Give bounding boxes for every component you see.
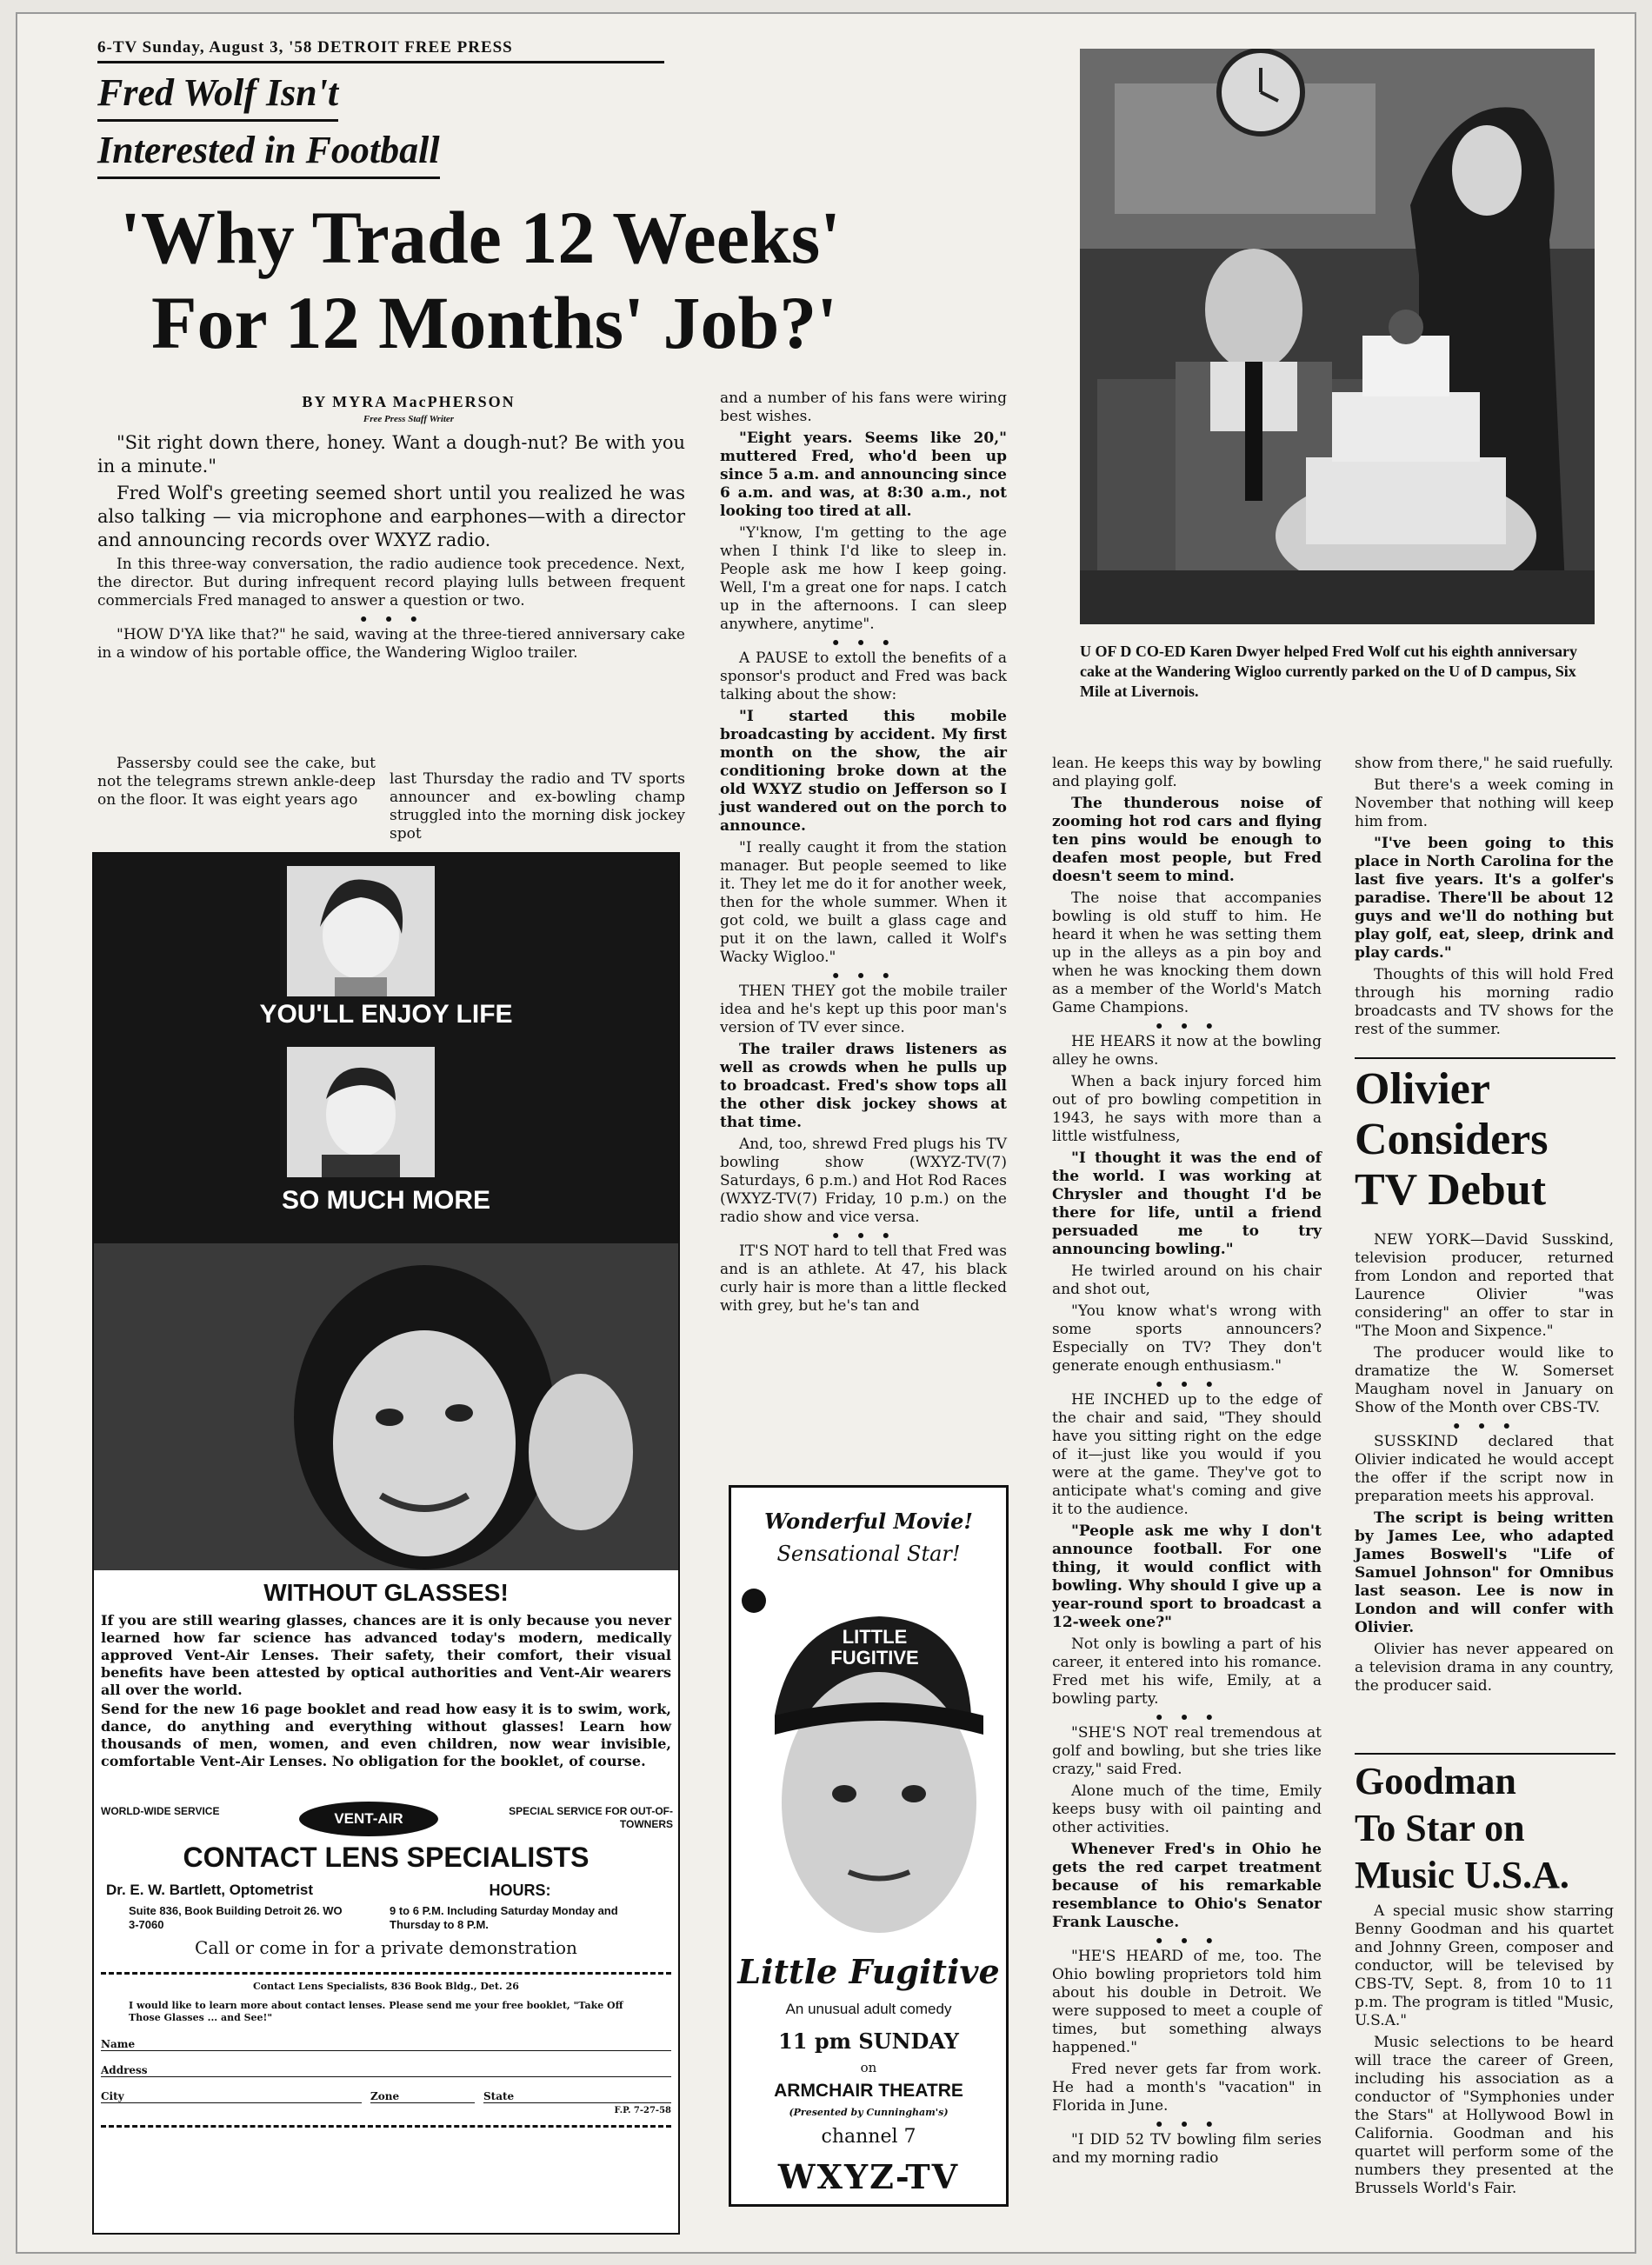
man-portrait-icon	[287, 1047, 435, 1177]
story-paragraph: "Eight years. Seems like 20," muttered Fred, who'd been up since 5 a.m. and announcing since 6 a.m. and was, at 8:30 a.m., not looking too tired at all.	[720, 430, 1007, 520]
story-paragraph: A PAUSE to extoll the benefits of a sponsor's product and Fred was back talking about the show:	[720, 650, 1007, 703]
photo-caption: U OF D CO-ED Karen Dwyer helped Fred Wolf cut his eighth anniversary cake at the Wandering Wigloo currently parked on the U of D campus, Six Mile at Livernois.	[1080, 643, 1578, 700]
section-dots: • • •	[358, 611, 424, 629]
story-paragraph: IT'S NOT hard to tell that Fred was and is an athlete. At 47, his black curly hair is more than a little flecked with grey, but he's tan and	[720, 1242, 1007, 1315]
story-column-1	[97, 431, 685, 666]
vent-air-ad	[92, 852, 680, 2235]
story-paragraph: "I really caught it from the station manager. But people seemed to like it. They let me do it for another week, then for the whole summer. When it got cold, we built a glass cage and put it on the lawn, called it Wolf's Wacky Wigloo."	[720, 839, 1007, 966]
section-dots: • • •	[1154, 1709, 1220, 1727]
story-paragraph: The producer would like to dramatize the W. Somerset Maugham novel in January on Show of the Month over CBS-TV.	[1355, 1344, 1614, 1416]
section-dots: • • •	[1154, 1018, 1220, 1036]
vent-air-logo: VENT-AIR	[299, 1802, 438, 1836]
story-paragraph: "People ask me why I don't announce football. For one thing, it would conflict with bowling. Why should I give up a year-round sport to broadcast a 12-week one?"	[1052, 1522, 1322, 1631]
goodman-story	[1355, 1902, 1614, 2202]
story-paragraph: Not only is bowling a part of his career, it entered into his romance. Fred met his wife, Emily, at a bowling party.	[1052, 1635, 1322, 1708]
story-paragraph: He twirled around on his chair and shot out,	[1052, 1262, 1322, 1298]
story-paragraph: "HOW D'YA like that?" he said, waving at the three-tiered anniversary cake in a window of his portable office, the Wandering Wigloo trailer.	[97, 626, 685, 662]
story-paragraph: "I've been going to this place in North Carolina for the last five years. It's a golfer's paradise. There'll be about 12 guys and we'll do nothing but play golf, eat, sleep, drink and play cards."	[1355, 835, 1614, 962]
page-folio: 6-TV Sunday, August 3, '58 DETROIT FREE PRESS	[97, 38, 664, 63]
story-paragraph: "I started this mobile broadcasting by accident. My first month on the show, the air conditioning broke down at the old WXYZ studio on Jefferson so I just wandered out on the porch to announce.	[720, 708, 1007, 835]
story-column-2	[720, 390, 1007, 1319]
story-paragraph: Thoughts of this will hold Fred through his morning radio broadcasts and TV shows for the rest of the summer.	[1355, 966, 1614, 1038]
story-paragraph: In this three-way conversation, the radio audience took precedence. Next, the director. But during infrequent record playing lulls between frequent commercials Fred managed to answer a question or two.	[97, 556, 685, 610]
coupon-text: I would like to learn more about contact lenses. Please send me your free booklet, "Take Off Those Glasses ... and See!"	[129, 2000, 623, 2023]
ad-body-paragraph: If you are still wearing glasses, chances are it is only because you never learned how far science has advanced today's modern, medically approved Vent-Air Lenses. Their safety, their comfort, their visual benefits have been attested by optical authorities and Vent-Air wearers all over the world.	[101, 1612, 671, 1698]
goodman-headline	[1355, 1753, 1615, 1899]
story-paragraph: "You know what's wrong with some sports announcers? Especially on TV? They don't generate enough enthusiasm."	[1052, 1302, 1322, 1375]
movie-cap-badge: LITTLE FUGITIVE	[830, 1626, 919, 1669]
ad-doctor: Dr. E. W. Bartlett, Optometrist	[106, 1882, 314, 1898]
section-dots: • • •	[1154, 1933, 1220, 1950]
story-paragraph: But there's a week coming in November that nothing will keep him from.	[1355, 776, 1614, 830]
story-paragraph: Olivier has never appeared on a television drama in any country, the producer said.	[1355, 1641, 1614, 1695]
woman-portrait	[287, 866, 435, 996]
headline-line-2: For 12 Months' Job?'	[151, 281, 838, 364]
ad-company-name: CONTACT LENS SPECIALISTS	[183, 1842, 590, 1873]
newspaper-page	[16, 12, 1636, 2254]
coupon-header: Contact Lens Specialists, 836 Book Bldg., Det. 26	[253, 1981, 519, 1992]
movie-station: WXYZ-TV	[777, 2157, 960, 2196]
story-paragraph: SUSSKIND declared that Olivier indicated he would accept the offer if the script now in preparation meets his approval.	[1355, 1433, 1614, 1505]
movie-time: 11 pm SUNDAY	[778, 2029, 959, 2054]
ad-address: Suite 836, Book Building Detroit 26. WO 3-7060	[129, 1904, 343, 1931]
coupon-bottom-cut-line	[101, 2125, 671, 2128]
olivier-headline	[1355, 1057, 1615, 1216]
story-column-3	[1052, 755, 1322, 2171]
coupon-city-field[interactable]: City	[101, 2090, 362, 2103]
story-paragraph: "SHE'S NOT real tremendous at golf and bowling, but she tries like crazy," said Fred.	[1052, 1724, 1322, 1778]
ad-body	[101, 1612, 671, 1770]
story-paragraph: last Thursday the radio and TV sports announcer and ex-bowling champ struggled into the morning disk jockey spot	[390, 770, 685, 843]
coupon-code: F.P. 7-27-58	[614, 2106, 671, 2115]
photo-illustration	[1080, 49, 1595, 624]
lead-paragraph-2: Fred Wolf's greeting seemed short until you realized he was also talking — via microphone and earphones—with a director and announcing records over WXYZ radio.	[97, 483, 685, 550]
story-paragraph: HE INCHED up to the edge of the chair and said, "They should have you sitting right on the edge of it—just like you would if you were at the game. They've got to anticipate what's coming and give it to the audience.	[1052, 1391, 1322, 1518]
byline: BY MYRA MacPHERSON	[302, 393, 516, 410]
coupon-name-field[interactable]: Name	[101, 2038, 671, 2051]
olivier-title-line: Considers	[1355, 1115, 1549, 1164]
section-dots: • • •	[830, 635, 896, 652]
story-paragraph: THEN THEY got the mobile trailer idea and he's kept up this poor man's version of TV ever since.	[720, 983, 1007, 1036]
kicker-line-2: Interested in Football	[97, 124, 440, 179]
ad-tagline-2: SO MUCH MORE	[282, 1186, 490, 1215]
olivier-title-line: TV Debut	[1355, 1165, 1547, 1215]
movie-tagline-2: Sensational Star!	[776, 1542, 961, 1566]
little-fugitive-ad	[729, 1485, 1009, 2207]
woman-portrait-icon	[287, 866, 435, 996]
story-paragraph: show from there," he said ruefully.	[1355, 755, 1614, 772]
anniversary-photo	[1080, 49, 1595, 624]
section-dots: • • •	[1154, 1376, 1220, 1394]
olivier-title-line: Olivier	[1355, 1064, 1490, 1114]
story-paragraph: lean. He keeps this way by bowling and playing golf.	[1052, 755, 1322, 790]
section-dots: • • •	[1451, 1418, 1517, 1436]
kicker	[97, 64, 671, 179]
story-column-4	[1355, 755, 1614, 1043]
story-paragraph: Whenever Fred's in Ohio he gets the red carpet treatment because of his remarkable resemblance to Ohio's Senator Frank Lausche.	[1052, 1841, 1322, 1931]
goodman-title-line: To Star on	[1355, 1807, 1525, 1849]
ad-worldwide-tag: WORLD-WIDE SERVICE	[101, 1805, 220, 1817]
movie-on: on	[860, 2060, 877, 2075]
ad-top-panel	[94, 854, 678, 1243]
model-photo-icon	[94, 1243, 678, 1570]
goodman-title-line: Goodman	[1355, 1760, 1516, 1802]
main-headline	[120, 195, 1033, 365]
section-dots: • • •	[830, 968, 896, 985]
kicker-line-1: Fred Wolf Isn't	[97, 67, 338, 122]
story-paragraph: And, too, shrewd Fred plugs his TV bowling show (WXYZ-TV(7) Saturdays, 6 p.m.) and Hot Rod Races (WXYZ-TV(7) Friday, 10 p.m.) on the radio show and vice versa.	[720, 1136, 1007, 1226]
movie-tagline-1: Wonderful Movie!	[764, 1509, 973, 1534]
story-paragraph: The noise that accompanies bowling is old stuff to him. He heard it when he was setting them up in the alleys as a pin boy and when he was knocking them down as a member of the World's Match Game Champions.	[1052, 889, 1322, 1016]
ad-tagline-1: YOU'LL ENJOY LIFE	[259, 1000, 513, 1029]
story-paragraph: The script is being written by James Lee, who adapted James Boswell's "Life of Samuel Johnson" for Omnibus last season. Lee is now in London and will confer with Olivier.	[1355, 1509, 1614, 1636]
ad-model-photo	[94, 1243, 678, 1570]
coupon-address-field[interactable]: Address	[101, 2064, 671, 2077]
story-paragraph: "I DID 52 TV bowling film series and my morning radio	[1052, 2131, 1322, 2167]
olivier-story	[1355, 1231, 1614, 1699]
section-dots: • • •	[830, 1228, 896, 1245]
story-paragraph: "Y'know, I'm getting to the age when I think I'd like to sleep in. People ask me how I keep going. Well, I'm a great one for naps. I catch up in the afternoons. I can sleep anywhere, anytime".	[720, 524, 1007, 633]
movie-title: Little Fugitive	[737, 1952, 1000, 1991]
movie-sponsor: (Presented by Cunningham's)	[789, 2107, 949, 2118]
coupon-cut-line	[101, 1972, 671, 1975]
story-paragraph: A special music show starring Benny Goodman and his quartet and Johnny Green, composer and conductor, will be televised by CBS-TV, Sept. 8, from 10 to 11 p.m. The program is titled "Music, U.S.A."	[1355, 1902, 1614, 2029]
ad-special-service-tag: SPECIAL SERVICE FOR OUT-OF-TOWNERS	[509, 1805, 673, 1830]
byline-credit: Free Press Staff Writer	[363, 414, 455, 424]
section-dots: • • •	[1154, 2116, 1220, 2134]
movie-program: ARMCHAIR THEATRE	[774, 2081, 963, 2101]
movie-poster	[740, 1585, 1001, 1943]
story-paragraph: "I thought it was the end of the world. I was working at Chrysler and thought I'd be there for life, until a friend persuaded me to try announcing bowling."	[1052, 1149, 1322, 1258]
story-paragraph: NEW YORK—David Susskind, television producer, returned from London and reported that Laurence Olivier "was considering" an offer to star in "The Moon and Sixpence."	[1355, 1231, 1614, 1340]
goodman-title-line: Music U.S.A.	[1355, 1854, 1569, 1896]
story-paragraph: The trailer draws listeners as well as crowds when he pulls up to broadcast. Fred's show tops all the other disk jockey shows at that time.	[720, 1041, 1007, 1131]
lead-paragraph-1: "Sit right down there, honey. Want a dough-nut? Be with you in a minute."	[97, 432, 685, 476]
story-paragraph: When a back injury forced him out of pro bowling competition in 1943, he says with more than a little wistfulness,	[1052, 1073, 1322, 1145]
coupon-state-field[interactable]: State	[483, 2090, 671, 2103]
coupon-zone-field[interactable]: Zone	[370, 2090, 475, 2103]
story-column-1a	[97, 755, 376, 813]
ad-call-to-action: Call or come in for a private demonstration	[195, 1937, 577, 1958]
headline-line-1: 'Why Trade 12 Weeks'	[120, 196, 842, 279]
story-paragraph: The thunderous noise of zooming hot rod cars and flying ten pins would be enough to deafen most people, but Fred doesn't seem to mind.	[1052, 795, 1322, 885]
story-paragraph: and a number of his fans were wiring best wishes.	[720, 390, 1007, 425]
story-paragraph: Fred never gets far from work. He had a month's "vacation" in Florida in June.	[1052, 2061, 1322, 2115]
movie-channel: channel 7	[821, 2126, 916, 2148]
ad-headline: WITHOUT GLASSES!	[263, 1579, 509, 1606]
story-paragraph: HE HEARS it now at the bowling alley he owns.	[1052, 1033, 1322, 1069]
man-portrait	[287, 1047, 435, 1177]
story-column-1b	[390, 770, 685, 847]
movie-description: An unusual adult comedy	[785, 2001, 952, 2017]
story-paragraph: Alone much of the time, Emily keeps busy with oil painting and other activities.	[1052, 1782, 1322, 1836]
story-paragraph: Passersby could see the cake, but not the telegrams strewn ankle-deep on the floor. It was eight years ago	[97, 755, 376, 809]
story-paragraph: "HE'S HEARD of me, too. The Ohio bowling proprietors told him about his double in Detroit. We were supposed to meet a couple of times, but something always happened."	[1052, 1948, 1322, 2056]
ad-body-paragraph: Send for the new 16 page booklet and read how easy it is to swim, work, dance, do anything and everything without glasses! Learn how thousands of men, women, and even children, now wear invisible, comfortable Vent-Air Lenses. No obligation for the booklet, of course.	[101, 1701, 671, 1769]
ad-hours-label: HOURS:	[489, 1882, 551, 1899]
story-paragraph: Music selections to be heard will trace the career of Green, including his association as a conductor of "Symphonies under the Stars" at Hollywood Bowl in California. Goodman and his quartet will perform some of the numbers they presented at the Brussels World's Fair.	[1355, 2034, 1614, 2197]
ad-hours: 9 to 6 P.M. Including Saturday Monday and Thursday to 8 P.M.	[390, 1904, 618, 1931]
